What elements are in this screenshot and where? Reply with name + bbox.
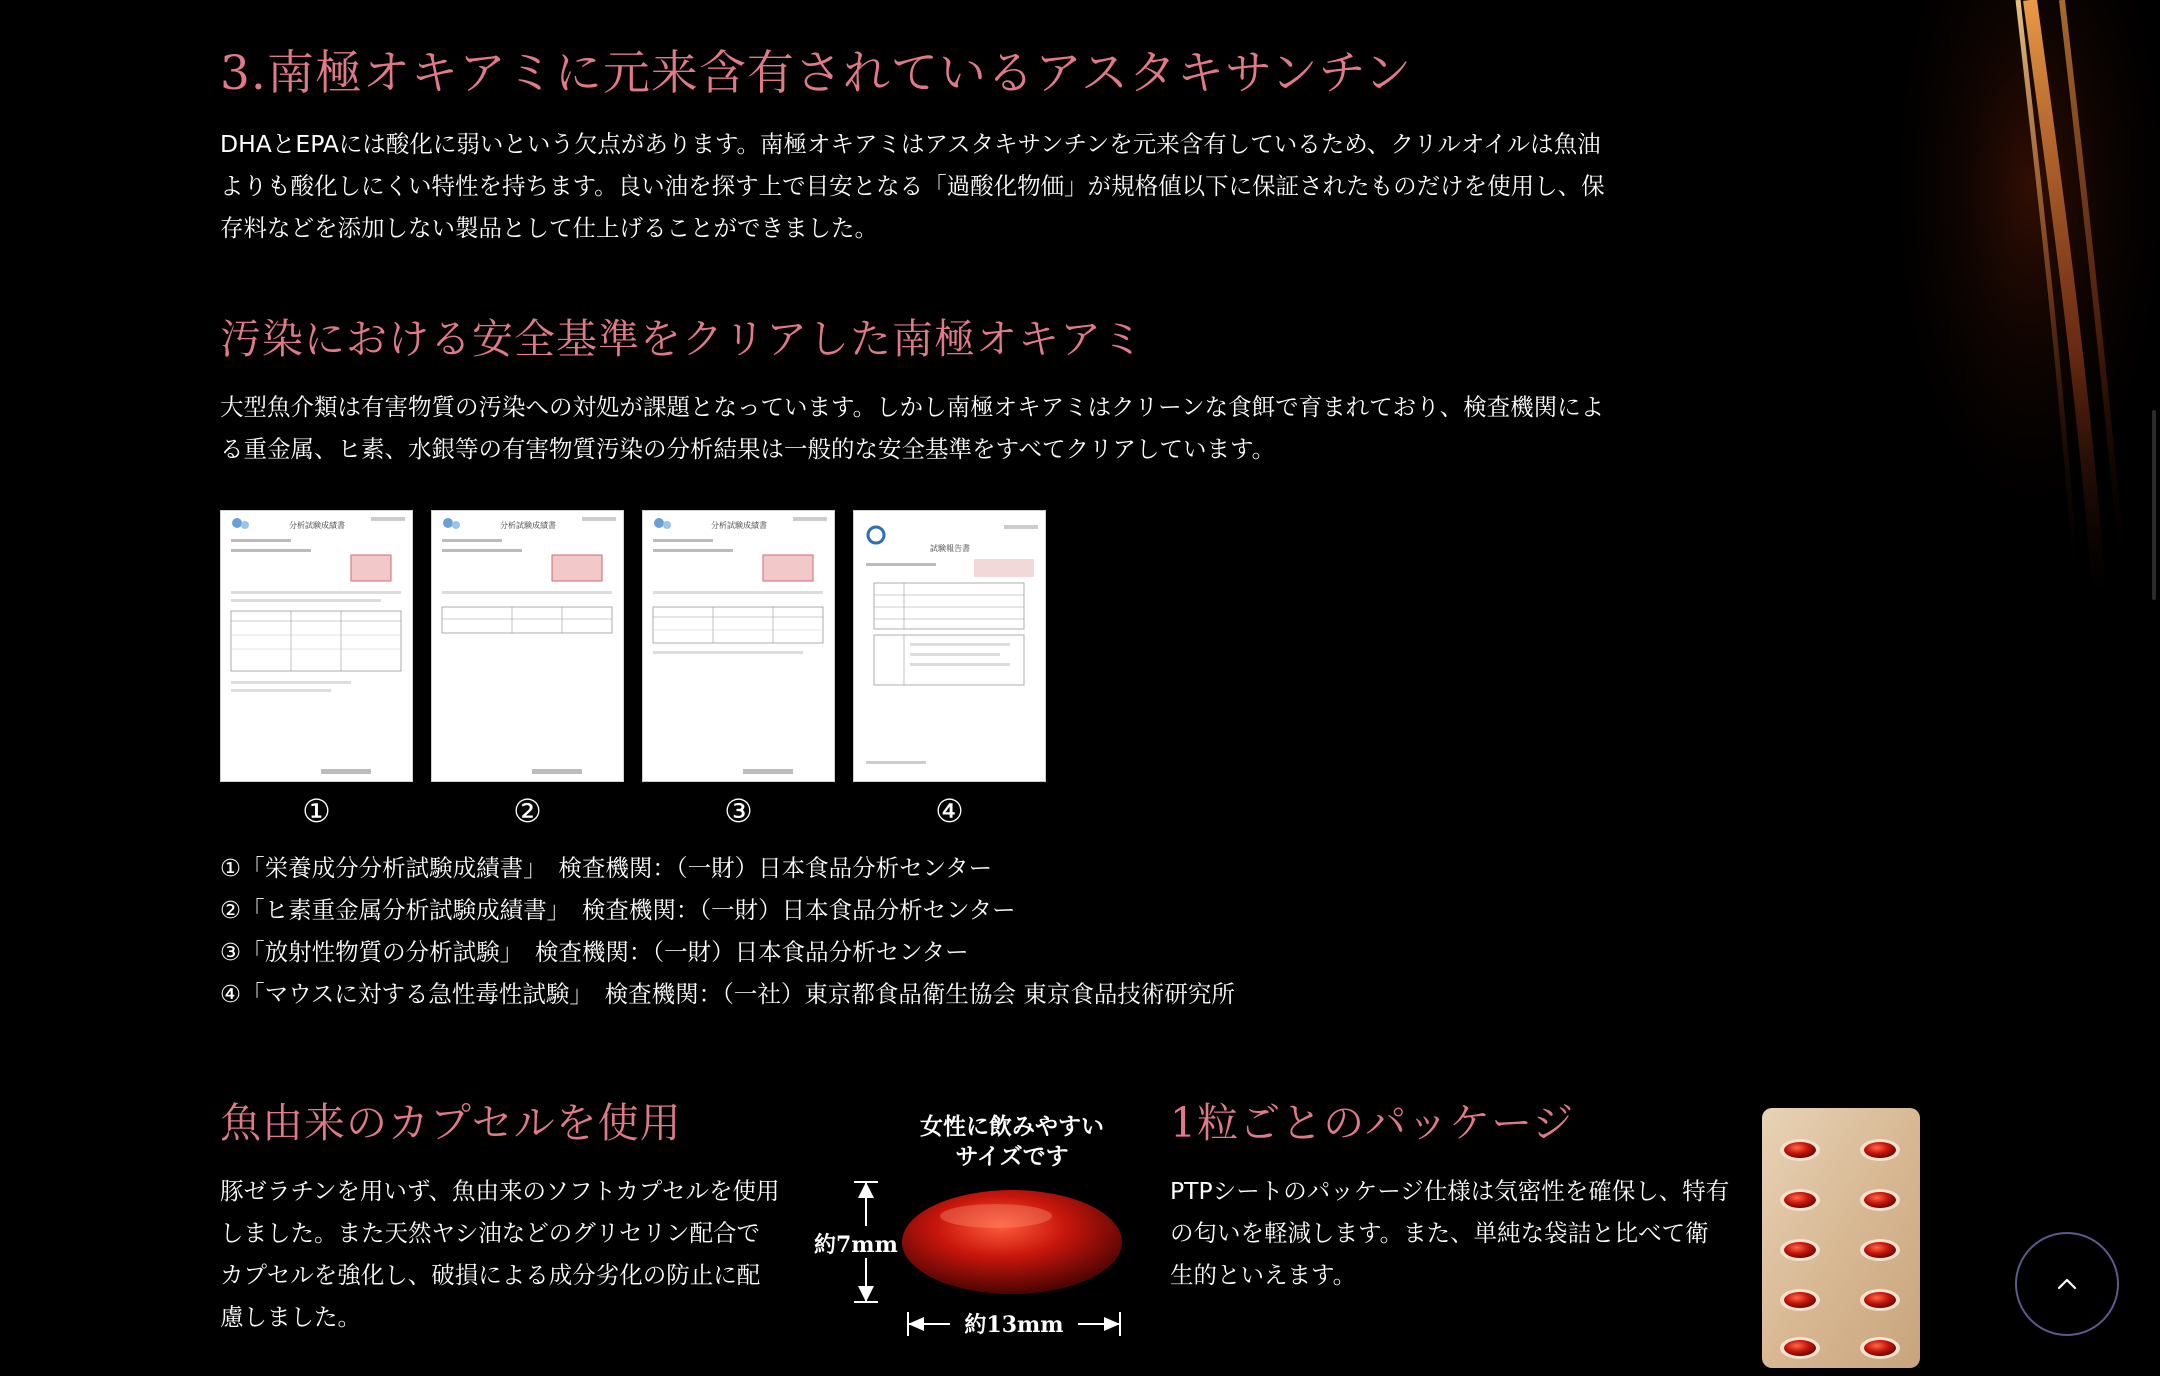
ptp-blister-pack-image bbox=[1762, 1108, 1920, 1368]
test-report-caption: ④「マウスに対する急性毒性試験」 検査機関：（一社）東京都食品衛生協会 東京食品技術研究所 bbox=[220, 980, 1235, 1008]
capsule-tagline-line-2: サイズです bbox=[955, 1143, 1069, 1170]
capsule-height-label: 約7mm bbox=[814, 1232, 898, 1258]
test-report-title: 分析試験成績書 bbox=[711, 521, 767, 530]
test-report-number: ② bbox=[513, 792, 542, 830]
test-report-number: ① bbox=[302, 792, 331, 830]
test-report-number: ③ bbox=[724, 792, 753, 830]
test-report-image[interactable] bbox=[642, 510, 835, 782]
section-title-capsule: 魚由来のカプセルを使用 bbox=[220, 1099, 682, 1147]
test-report-3[interactable] bbox=[642, 510, 835, 835]
test-report-caption: ③「放射性物質の分析試験」 検査機関：（一財）日本食品分析センター bbox=[220, 938, 969, 966]
test-report-4[interactable] bbox=[853, 510, 1046, 835]
test-report-title: 分析試験成績書 bbox=[289, 521, 345, 530]
test-report-image[interactable] bbox=[220, 510, 413, 782]
section-title-astaxanthin: 3.南極オキアミに元来含有されているアスタキサンチン bbox=[220, 46, 1413, 101]
test-report-title: 分析試験成績書 bbox=[500, 521, 556, 530]
scroll-indicator[interactable] bbox=[2152, 410, 2156, 600]
capsule-size-figure bbox=[800, 1098, 1140, 1376]
section-title-package: 1粒ごとのパッケージ bbox=[1170, 1099, 1575, 1147]
test-report-image[interactable] bbox=[853, 510, 1046, 782]
section-body-capsule: 豚ゼラチンを用いず、魚由来のソフトカプセルを使用しました。また天然ヤシ油などのグリセリン配合でカプセルを強化し、破損による成分劣化の防止に配慮しました。 bbox=[220, 1177, 780, 1331]
section-body-safety: 大型魚介類は有害物質の汚染への対処が課題となっています。しかし南極オキアミはクリーンな食餌で育まれており、検査機関による重金属、ヒ素、水銀等の有害物質汚染の分析結果は一般的な安全基準をすべてクリアしています。 bbox=[220, 393, 1605, 463]
chevron-up-icon bbox=[2056, 1277, 2078, 1291]
test-report-title: 試験報告書 bbox=[930, 544, 970, 553]
test-report-2[interactable] bbox=[431, 510, 624, 835]
section-body-astaxanthin: DHAとEPAには酸化に弱いという欠点があります。南極オキアミはアスタキサンチンを元来含有しているため、クリルオイルは魚油よりも酸化しにくい特性を持ちます。良い油を探す上で目安となる「過酸化物価」が規格値以下に保証されたものだけを使用し、保存料などを添加しない製品として仕上げることができました。 bbox=[220, 130, 1605, 242]
section-body-package: PTPシートのパッケージ仕様は気密性を確保し、特有の匂いを軽減します。また、単純な袋詰と比べて衛生的といえます。 bbox=[1170, 1177, 1730, 1289]
test-report-caption: ①「栄養成分分析試験成績書」 検査機関：（一財）日本食品分析センター bbox=[220, 854, 993, 882]
capsule-tagline-line-1: 女性に飲みやすい bbox=[920, 1113, 1104, 1140]
test-report-number: ④ bbox=[935, 792, 964, 830]
test-report-1[interactable] bbox=[220, 510, 413, 835]
test-report-caption: ②「ヒ素重金属分析試験成績書」 検査機関：（一財）日本食品分析センター bbox=[220, 896, 1016, 924]
back-to-top-button[interactable] bbox=[2015, 1232, 2119, 1336]
test-report-thumbnails bbox=[220, 510, 1070, 835]
capsule-width-label: 約13mm bbox=[964, 1312, 1064, 1338]
test-report-caption-list bbox=[220, 847, 1235, 1015]
test-report-image[interactable] bbox=[431, 510, 624, 782]
section-title-safety: 汚染における安全基準をクリアした南極オキアミ bbox=[220, 315, 1144, 363]
decorative-light-streak bbox=[1900, 0, 2160, 620]
